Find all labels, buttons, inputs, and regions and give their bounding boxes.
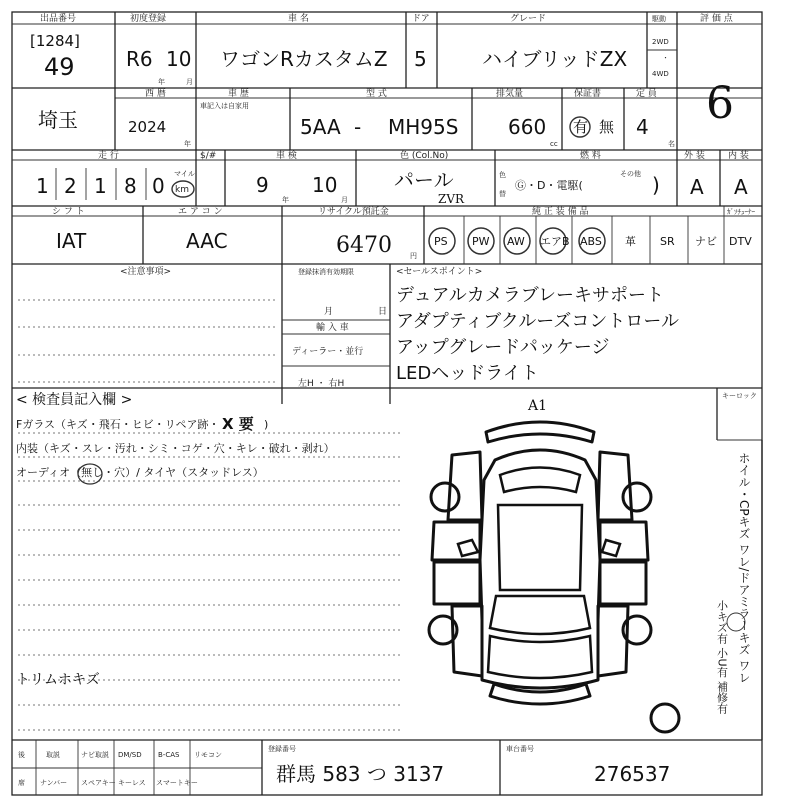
- first-registration-label: 初度登録: [130, 14, 167, 24]
- exterior-label: 外 装: [684, 151, 705, 161]
- footer-smart-key: スマートキー: [156, 779, 198, 787]
- audio-tire-line: オーディオ（無し・穴）/ タイヤ（スタッドレス）: [16, 466, 264, 479]
- shift-label: シ フ ト: [52, 207, 85, 217]
- grade-label: グレード: [510, 14, 547, 24]
- damage-legend: 小キズ有 小U有 補修有: [715, 600, 729, 715]
- footer-manual: 取説: [46, 751, 60, 759]
- seireki-year: 2024: [128, 118, 167, 136]
- inspector-title: < 検査員記入欄 >: [16, 392, 133, 408]
- warranty-no: 無: [599, 118, 615, 136]
- history-note: 車記入は自家用: [200, 102, 249, 110]
- recycle-unit: 円: [410, 252, 417, 260]
- warranty-label: 保証書: [574, 89, 602, 99]
- footer-dm-sd: DM/SD: [118, 751, 142, 759]
- inspection-month-unit: 月: [341, 196, 348, 204]
- reg-expiry-label: 登録抹消有効期限: [298, 268, 354, 276]
- equipment-ps: PS: [434, 235, 448, 248]
- dealer-parallel: ディーラー・並行: [292, 347, 364, 357]
- mileage-digit: 8: [124, 174, 137, 198]
- recycle-label: リサイクル預託金: [318, 207, 389, 217]
- equipment-label: 純 正 装 備 品: [532, 207, 589, 217]
- footer-remote: リモコン: [194, 751, 222, 759]
- exterior-grade: A: [690, 175, 704, 199]
- interior-line: 内装（キズ・スレ・汚れ・シミ・コゲ・穴・キレ・破れ・剥れ）: [16, 442, 335, 455]
- footer-bcas: B-CAS: [158, 751, 180, 759]
- mile-unit: マイル: [174, 170, 195, 178]
- history-label: 車 歴: [228, 89, 249, 99]
- registration-number-label: 登録番号: [268, 745, 296, 753]
- color-code: ZVR: [438, 192, 465, 206]
- footer-keyless: キーレス: [118, 779, 146, 787]
- roof-damage-mark: A1: [528, 398, 548, 414]
- glass-mark: X 要: [222, 415, 254, 433]
- inspection-day: 10: [312, 173, 338, 197]
- color-value: パール: [394, 168, 454, 192]
- equipment-dtv: DTV: [729, 235, 752, 248]
- warranty-yes: 有: [573, 118, 589, 136]
- inspection-month: 9: [256, 173, 269, 197]
- fuel-other-label: その他: [620, 170, 641, 178]
- reg-expiry-day: 日: [378, 307, 388, 317]
- mileage-label: 走 行: [98, 151, 119, 161]
- equipment-abs: ABS: [580, 235, 602, 248]
- mileage-digit: 1: [36, 174, 49, 198]
- door-count: 5: [414, 47, 427, 71]
- footer-navi-manual: ナビ取説: [81, 751, 109, 759]
- drive-4wd: 4WD: [652, 70, 669, 78]
- model-prefix: 5AA: [300, 115, 341, 139]
- registration-month: 10: [166, 47, 192, 71]
- aircon-label: エ ア コ ン: [178, 207, 223, 217]
- sales-points-label: <セールスポイント>: [396, 267, 483, 277]
- caution-label: <注意事項>: [120, 267, 172, 277]
- footer-label: 後: [18, 751, 25, 759]
- model-label: 型 式: [366, 89, 387, 99]
- frame-number: 276537: [594, 762, 671, 786]
- sales-point: アダプティブクルーズコントロール: [396, 311, 679, 332]
- sales-point: アップグレードパッケージ: [396, 337, 610, 358]
- equipment-airbag: エアB: [540, 235, 570, 248]
- grade-value: ハイブリッドZX: [482, 47, 628, 71]
- displacement: 660: [508, 115, 547, 139]
- registration-number: 群馬 583 つ 3137: [276, 762, 445, 786]
- wheel-mirror-legend: ホイル・CPキズ ワレ/ドアミラーキズ ワレ: [737, 452, 751, 684]
- region: 埼玉: [38, 108, 78, 132]
- equipment-leather: 革: [625, 235, 636, 248]
- footer-spare-key: スペアキー: [81, 779, 116, 787]
- color-side-label: 替: [499, 190, 506, 198]
- mileage-digit: 1: [94, 174, 107, 198]
- glass-close: ): [264, 418, 269, 431]
- displacement-unit: cc: [550, 140, 558, 148]
- rating-label: 評 価 点: [700, 14, 733, 24]
- drive-2wd: 2WD: [652, 38, 669, 46]
- car-name: ワゴンRカスタムZ: [220, 47, 388, 71]
- drive-label: 駆動: [652, 15, 666, 23]
- lot-number-label: 出品番号: [40, 14, 77, 24]
- rating-score: 6: [706, 78, 734, 129]
- equipment-aw: AW: [507, 235, 525, 248]
- equipment-sunroof: SR: [660, 235, 675, 248]
- color-label: 色 (Col.No): [400, 151, 449, 161]
- equipment-pw: PW: [472, 235, 490, 248]
- inspection-year-unit: 年: [282, 196, 289, 204]
- registration-era: R6: [126, 47, 153, 71]
- capacity: 4: [636, 115, 649, 139]
- key-lock-label: キーロック: [722, 392, 757, 400]
- handwritten-note: トリムホキズ: [16, 672, 100, 688]
- capacity-unit: 名: [668, 140, 675, 148]
- year-mark: 年: [158, 78, 165, 86]
- footer-label: 席: [18, 779, 25, 787]
- footer-number-plate: ナンバー: [40, 779, 68, 787]
- drive-separator: ・: [662, 54, 669, 62]
- mileage-digit: 2: [64, 174, 77, 198]
- month-mark: 月: [186, 78, 193, 86]
- door-label: ドア: [412, 14, 430, 24]
- fuel-options: Ⓖ・D・電駆(: [515, 179, 583, 192]
- mileage-digit: 0: [152, 174, 165, 198]
- model-dash: -: [354, 115, 362, 139]
- interior-grade: A: [734, 175, 748, 199]
- equipment-navi: ナビ: [695, 235, 717, 248]
- fuel-close: ): [652, 173, 660, 197]
- sales-point: LEDヘッドライト: [396, 363, 539, 384]
- shift-value: IAT: [56, 229, 87, 253]
- capacity-label: 定 員: [636, 89, 657, 99]
- steering-side: 左H ・ 右H: [298, 379, 345, 389]
- frame-number-label: 車台番号: [506, 745, 534, 753]
- lot-sub-number: 49: [44, 53, 75, 81]
- sales-point: デュアルカメラブレーキサポート: [396, 285, 665, 306]
- import-label: 輸 入 車: [316, 323, 349, 333]
- seireki-unit: 年: [184, 140, 191, 148]
- aircon-value: AAC: [186, 229, 228, 253]
- car-diagram: [429, 422, 679, 732]
- sdollar-label: $/#: [200, 151, 217, 161]
- model-code: MH95S: [388, 115, 459, 139]
- equipment-options: [429, 228, 752, 254]
- interior-label: 内 装: [728, 151, 749, 161]
- glass-line: Fガラス（キズ・飛石・ヒビ・リペア跡・: [16, 418, 220, 431]
- reg-expiry-month: 月: [324, 307, 334, 317]
- color-side-label: 色: [499, 171, 506, 179]
- km-unit: km: [175, 185, 189, 195]
- tuner-label: ｶﾞｿﾁｭｰﾅｰ: [727, 208, 755, 216]
- lot-number: [1284]: [30, 32, 80, 50]
- fuel-label: 燃 料: [580, 151, 601, 161]
- displacement-label: 排気量: [496, 89, 524, 99]
- seireki-label: 西 暦: [145, 89, 166, 99]
- recycle-amount: 6470: [336, 233, 392, 258]
- inspection-label: 車 検: [276, 151, 297, 161]
- car-name-label: 車 名: [288, 14, 309, 24]
